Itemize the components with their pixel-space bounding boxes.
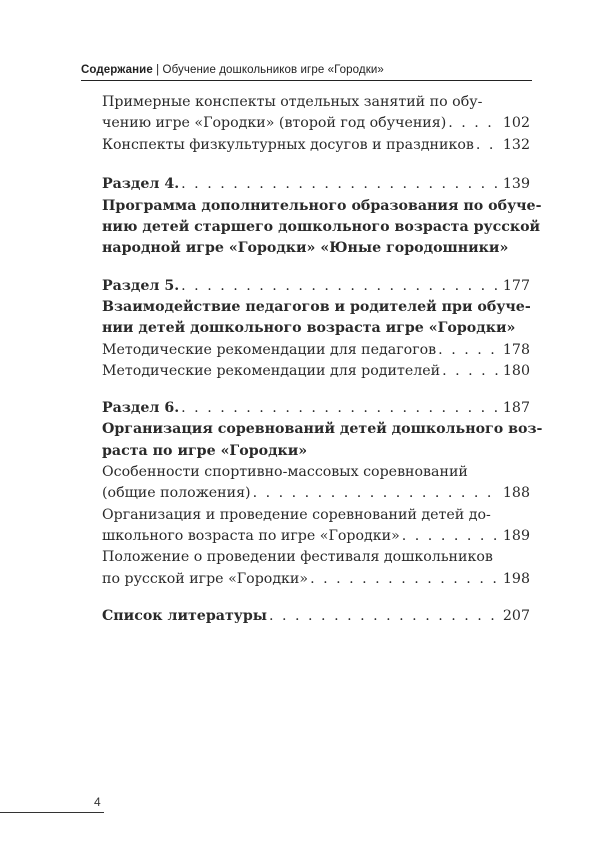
dot-leader xyxy=(181,276,501,297)
toc-entry-text: школьного возраста по игре «Городки» xyxy=(102,527,400,544)
page-ref: 187 xyxy=(502,400,530,417)
toc-entry-text: чению игре «Городки» (второй год обучения) xyxy=(102,115,447,132)
toc-entry-line[interactable] xyxy=(102,92,530,113)
section-title xyxy=(102,196,542,217)
toc-entry-text: Особенности спортивно-массовых соревнований xyxy=(102,464,468,481)
toc-entry-line[interactable] xyxy=(102,113,530,134)
page-ref: 188 xyxy=(502,485,530,502)
dot-leader xyxy=(402,526,501,547)
section-label: Список литературы xyxy=(102,607,267,624)
section-title-text: Взаимодействие педагогов и родителей при обуче- xyxy=(102,298,531,315)
page-ref: 198 xyxy=(502,570,530,587)
page-ref: 189 xyxy=(502,527,530,544)
section-title-text: народной игре «Городки» «Юные городошники» xyxy=(102,240,509,257)
page-number: 4 xyxy=(94,795,101,809)
table-of-contents xyxy=(102,92,543,627)
section-heading[interactable] xyxy=(102,174,530,195)
section-title xyxy=(102,419,543,440)
dot-leader xyxy=(476,135,501,156)
footer-rule xyxy=(0,812,104,813)
section-heading[interactable] xyxy=(102,276,530,297)
toc-entry-line[interactable] xyxy=(102,505,530,526)
section-title xyxy=(102,297,530,318)
section-label: Раздел 5. xyxy=(102,277,180,294)
section-title xyxy=(102,238,530,259)
dot-leader xyxy=(181,398,501,419)
section-title-text: нию детей старшего дошкольного возраста русской xyxy=(102,219,541,236)
toc-entry-line[interactable] xyxy=(102,569,530,590)
header-separator: | xyxy=(152,64,163,76)
page-ref: 207 xyxy=(502,607,530,624)
dot-leader xyxy=(181,174,501,195)
toc-entry-text: Организация и проведение соревнований детей до- xyxy=(102,506,491,523)
section-title-text: Программа дополнительного образования по обуче- xyxy=(102,197,542,214)
toc-entry-text: Конспекты физкультурных досугов и праздников xyxy=(102,136,474,153)
toc-entry-line[interactable] xyxy=(102,361,530,382)
toc-entry-line[interactable] xyxy=(102,340,530,361)
section-title xyxy=(102,217,541,238)
page-ref: 177 xyxy=(502,277,530,294)
header-rule xyxy=(81,80,532,81)
toc-entry-line[interactable] xyxy=(102,135,530,156)
toc-entry-text: Методические рекомендации для педагогов xyxy=(102,341,437,358)
page-ref: 139 xyxy=(502,176,530,193)
section-heading[interactable] xyxy=(102,398,530,419)
page-ref: 132 xyxy=(502,136,530,153)
page-ref: 180 xyxy=(502,362,530,379)
dot-leader xyxy=(269,606,501,627)
dot-leader xyxy=(438,340,501,361)
toc-entry-text: (общие положения) xyxy=(102,485,251,502)
dot-leader xyxy=(448,113,501,134)
running-header xyxy=(81,64,531,76)
section-title-text: нии детей дошкольного возраста игре «Городки» xyxy=(102,320,516,337)
toc-entry-line[interactable] xyxy=(102,462,530,483)
dot-leader xyxy=(310,569,501,590)
dot-leader xyxy=(253,483,501,504)
section-heading[interactable] xyxy=(102,606,530,627)
toc-entry-line[interactable] xyxy=(102,526,530,547)
page-ref: 178 xyxy=(502,341,530,358)
section-title xyxy=(102,318,530,339)
section-title-text: раста по игре «Городки» xyxy=(102,442,308,459)
page-ref: 102 xyxy=(502,115,530,132)
dot-leader xyxy=(442,361,501,382)
toc-entry-text: Методические рекомендации для родителей xyxy=(102,362,441,379)
section-title xyxy=(102,441,530,462)
toc-entry-text: Положение о проведении фестиваля дошкольников xyxy=(102,549,493,566)
toc-entry-text: по русской игре «Городки» xyxy=(102,570,309,587)
toc-entry-line[interactable] xyxy=(102,483,530,504)
section-label: Раздел 4. xyxy=(102,176,180,193)
section-title-text: Организация соревнований детей дошкольного воз- xyxy=(102,421,543,438)
header-section: Содержание xyxy=(81,64,153,76)
section-label: Раздел 6. xyxy=(102,400,180,417)
toc-entry-line[interactable] xyxy=(102,547,530,568)
header-book-title: Обучение дошкольников игре «Городки» xyxy=(162,64,384,76)
toc-entry-text: Примерные конспекты отдельных занятий по обу- xyxy=(102,94,483,110)
